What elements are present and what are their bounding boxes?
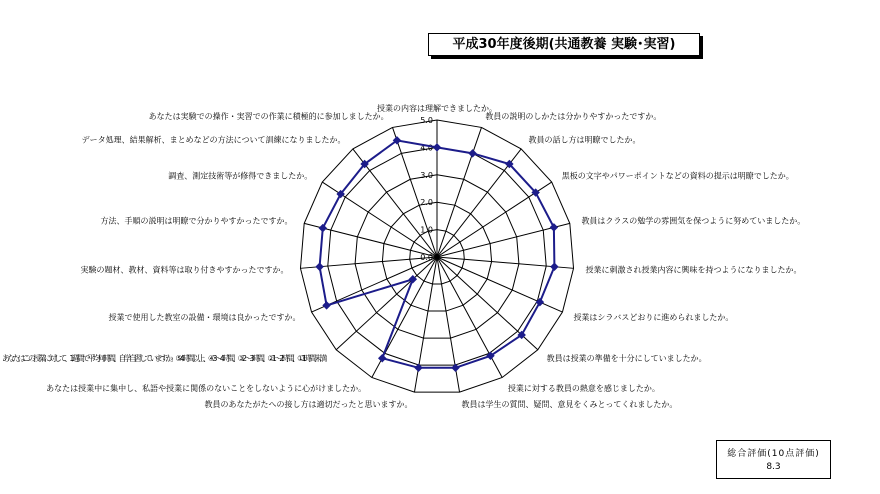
category-label: データ処理、結果解析、まとめなどの方法について訓練になりましたか。 (81, 135, 346, 145)
radar-grid (300, 120, 573, 392)
category-label: 調査、測定技術等が修得できましたか。 (168, 171, 313, 181)
chart-title: 平成30年度後期(共通教養 実験･実習) (428, 33, 700, 56)
overall-rating-label: 総合評価(10点評価) (727, 449, 820, 459)
grid-spoke (437, 127, 481, 257)
category-label: あなたはこの授業に対して、1週間で平均何時間、自学自習していますか。 ⑤4時間以上、④3～4時間、③2～3時間、②1～2時間、①1時間未満 (2, 353, 328, 363)
category-label: 教員はクラスの勉学の雰囲気を保つように努めていましたか。 (581, 216, 806, 226)
overall-rating-box (716, 440, 831, 479)
data-point (536, 298, 544, 306)
grid-spoke (437, 223, 570, 257)
category-label: 授業の内容は理解できましたか。 (377, 104, 497, 113)
category-label: 教員は授業の準備を十分にしていましたか。 (546, 353, 707, 363)
data-point (550, 223, 558, 231)
grid-spoke (437, 257, 562, 312)
category-label: 黒板の文字やパワーポイントなどの資料の提示は明瞭でしたか。 (561, 171, 794, 181)
category-label: 授業で使用した教室の設備・環境は良かったですか。 (108, 312, 301, 322)
grid-spoke (336, 257, 437, 350)
data-point (433, 143, 441, 151)
data-point (319, 224, 327, 232)
category-label: 方法、手順の説明は明瞭で分かりやすかったですか。 (100, 216, 293, 226)
data-point (550, 262, 558, 270)
overall-rating-value: 8.3 (766, 462, 781, 472)
category-label: 実験の題材、教材、資料等は取り付きやすかったですか。 (80, 265, 289, 275)
category-label: 教員の話し方は明瞭でしたか。 (528, 135, 641, 145)
category-label: 教員は学生の質問、疑問、意見をくみとってくれましたか。 (461, 399, 678, 409)
data-point (315, 262, 323, 270)
category-label: あなたは実験での操作・実習での作業に積極的に参加しましたか。 (148, 112, 389, 122)
radial-tick-label: 5.0 (420, 116, 433, 125)
radial-tick-label: 4.0 (420, 143, 433, 153)
radial-tick-label: 0.0 (420, 253, 433, 262)
category-label: あなたは授業中に集中し、私語や授業に関係のないことをしないように心がけましたか。 (46, 384, 367, 394)
category-label: 授業はシラバスどおりに進められましたか。 (573, 312, 734, 322)
data-point (322, 301, 330, 309)
data-point (378, 354, 386, 362)
radial-tick-label: 1.0 (420, 225, 433, 235)
category-label: 授業に刺激され授業内容に興味を持つようになりましたか。 (585, 265, 802, 275)
radial-tick-label: 3.0 (420, 170, 433, 180)
data-point (468, 149, 476, 157)
category-label: 教員のあなたがたへの接し方は適切だったと思いますか。 (204, 399, 413, 409)
category-label: 教員の説明のしかたは分かりやすかったですか。 (485, 112, 662, 122)
category-label: 授業に対する教員の熱意を感じましたか。 (507, 384, 660, 394)
radial-tick-label: 2.0 (420, 198, 433, 208)
